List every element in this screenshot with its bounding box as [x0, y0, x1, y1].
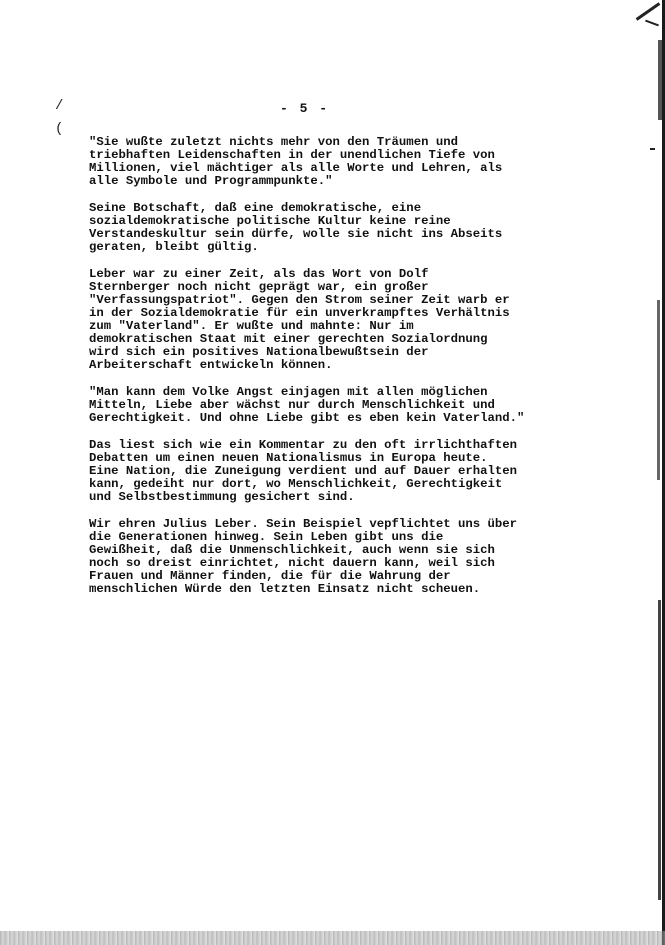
text-line: menschlichen Würde den letzten Einsatz nicht scheuen.	[89, 582, 481, 596]
paragraph	[89, 136, 529, 188]
text-line: Sternberger noch nicht geprägt war, ein großer	[89, 280, 429, 294]
page-number: - 5 -	[280, 101, 330, 116]
text-line: Das liest sich wie ein Kommentar zu den oft irrlichthaften	[89, 438, 518, 452]
text-line: Seine Botschaft, daß eine demokratische, eine	[89, 201, 422, 215]
text-line: "Man kann dem Volke Angst einjagen mit allen möglichen	[89, 385, 488, 399]
text-line: in der Sozialdemokratie für ein unverkrampftes Verhältnis	[89, 306, 510, 320]
text-line: wird sich ein positives Nationalbewußtsein der	[89, 345, 429, 359]
text-line: kann, gedeiht nur dort, wo Menschlichkeit, Gerechtigkeit	[89, 477, 503, 491]
text-line: die Generationen hinweg. Sein Leben gibt uns die	[89, 530, 444, 544]
scan-edge-bottom	[0, 931, 665, 945]
body-text	[89, 136, 529, 610]
scan-artifact	[650, 148, 655, 150]
scan-artifact	[658, 40, 662, 120]
text-line: Mitteln, Liebe aber wächst nur durch Menschlichkeit und	[89, 398, 495, 412]
text-line: triebhaften Leidenschaften in der unendlichen Tiefe von	[89, 148, 495, 162]
text-line: Leber war zu einer Zeit, als das Wort von Dolf	[89, 267, 429, 281]
text-line: Gewißheit, daß die Unmenschlichkeit, auch wenn sie sich	[89, 543, 495, 557]
paragraph	[89, 439, 529, 504]
text-line: alle Symbole und Programmpunkte."	[89, 174, 333, 188]
paragraph	[89, 268, 529, 372]
text-line: Debatten um einen neuen Nationalismus in Europa heute.	[89, 451, 488, 465]
margin-mark: (	[55, 121, 64, 137]
scan-artifact	[636, 2, 661, 21]
paragraph	[89, 202, 529, 254]
scan-artifact	[645, 20, 659, 27]
text-line: zum "Vaterland". Er wußte und mahnte: Nur im	[89, 319, 414, 333]
text-line: noch so dreist einrichtet, nicht dauern kann, weil sich	[89, 556, 495, 570]
margin-mark: /	[55, 98, 64, 114]
text-line: Gerechtigkeit. Und ohne Liebe gibt es eben kein Vaterland."	[89, 411, 525, 425]
text-line: Verstandeskultur sein dürfe, wolle sie nicht ins Abseits	[89, 227, 503, 241]
text-line: Frauen und Männer finden, die für die Wahrung der	[89, 569, 451, 583]
text-line: und Selbstbestimmung gesichert sind.	[89, 490, 355, 504]
scan-artifact	[658, 600, 661, 900]
text-line: Eine Nation, die Zuneigung verdient und auf Dauer erhalten	[89, 464, 518, 478]
text-line: sozialdemokratische politische Kultur keine reine	[89, 214, 451, 228]
text-line: geraten, bleibt gültig.	[89, 240, 259, 254]
paragraph	[89, 518, 529, 596]
paragraph	[89, 386, 529, 425]
text-line: "Verfassungspatriot". Gegen den Strom seiner Zeit warb er	[89, 293, 510, 307]
text-line: demokratischen Staat mit einer gerechten Sozialordnung	[89, 332, 488, 346]
text-line: "Sie wußte zuletzt nichts mehr von den Träumen und	[89, 135, 458, 149]
text-line: Wir ehren Julius Leber. Sein Beispiel vepflichtet uns über	[89, 517, 518, 531]
scan-artifact	[657, 300, 660, 480]
text-line: Arbeiterschaft entwickeln können.	[89, 358, 333, 372]
text-line: Millionen, viel mächtiger als alle Worte und Lehren, als	[89, 161, 503, 175]
